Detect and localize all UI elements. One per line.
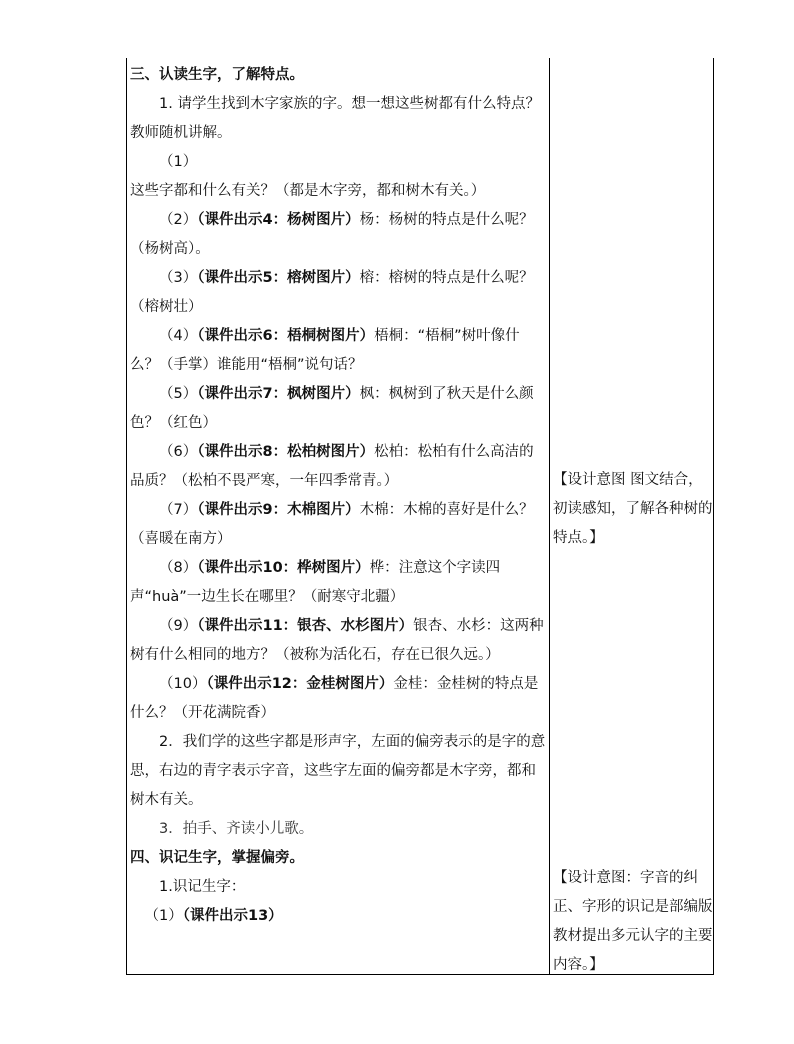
list-item: （6）（课件出示8：松柏树图片）松柏：松柏有什么高洁的品质？（松柏不畏严寒，一年四季常青。） (130, 444, 534, 489)
list-item: （5）（课件出示7：枫树图片）枫：枫树到了秋天是什么颜色？（红色） (130, 386, 534, 431)
list-item: （9）（课件出示11：银杏、水杉图片）银杏、水杉：这两种树有什么相同的地方？（被称为活化石，存在已很久远。） (130, 618, 544, 663)
paragraph-4: 1.识记生字： (159, 879, 246, 895)
paragraph-5: （1）（课件出示13） (144, 908, 283, 924)
list-item: （2）（课件出示4：杨树图片）杨：杨树的特点是什么呢？（杨树高）。 (130, 212, 534, 257)
section-4-title: 四、识记生字，掌握偏旁。 (130, 850, 304, 866)
list-item: （10）（课件出示12：金桂树图片）金桂：金桂树的特点是什么？（开花满院香） (130, 676, 539, 721)
list-item: （1）这些字都和什么有关？（都是木字旁，都和树木有关。） (130, 154, 486, 199)
list-item: （7）（课件出示9：木棉图片）木棉：木棉的喜好是什么？（喜暖在南方） (130, 502, 534, 547)
main-column (130, 61, 546, 931)
list-item: （8）（课件出示10：桦树图片）桦：注意这个字读四声“huà”一边生长在哪里？（耐寒守北疆） (130, 560, 501, 605)
table-border-left (126, 58, 127, 974)
section-3-title: 三、认读生字，了解特点。 (130, 67, 304, 83)
paragraph-1: 1. 请学生找到木字家族的字。想一想这些树都有什么特点？教师随机讲解。 (130, 96, 540, 141)
design-note-2: 【设计意图：字音的纠正、字形的识记是部编版教材提出多元认字的主要内容。】 (553, 870, 713, 973)
table-border-middle (549, 58, 550, 974)
list-item: （3）（课件出示5：榕树图片）榕：榕树的特点是什么呢？（榕树壮） (130, 270, 534, 315)
design-note-1: 【设计意图 图文结合，初读感知，了解各种树的特点。】 (553, 472, 713, 546)
list-item: （4）（课件出示6：梧桐树图片）梧桐：“梧桐”树叶像什么？（手掌）谁能用“梧桐”说句话？ (130, 328, 520, 373)
table-border-right (713, 58, 714, 974)
paragraph-2: 2．我们学的这些字都是形声字，左面的偏旁表示的是字的意思，右边的青字表示字音，这些字左面的偏旁都是木字旁，都和树木有关。 (130, 734, 546, 808)
paragraph-3: 3．拍手、齐读小儿歌。 (159, 821, 314, 837)
